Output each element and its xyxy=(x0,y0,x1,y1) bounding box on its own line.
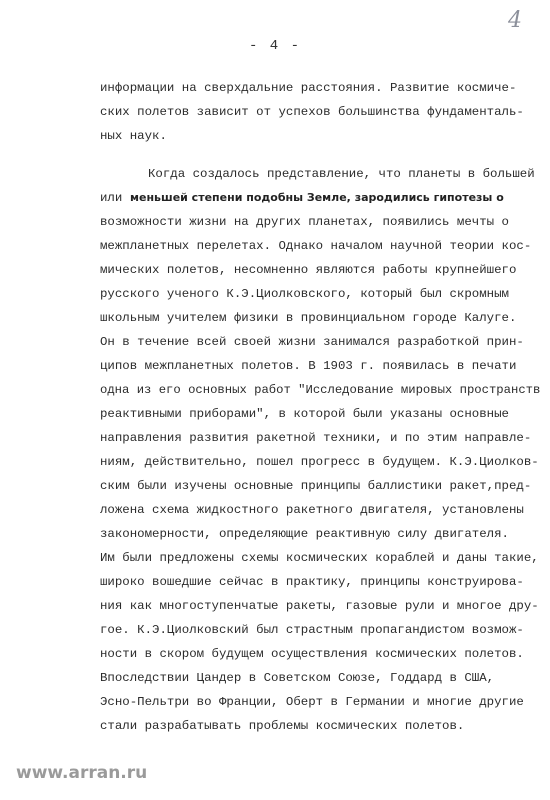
text-line xyxy=(130,190,504,206)
text-line: Эсно-Пельтри во Франции, Оберт в Германии и многие другие xyxy=(100,695,524,709)
text-line: Впоследствии Цандер в Советском Союзе, Годдард в США, xyxy=(100,671,495,685)
text-line: ных наук. xyxy=(100,129,167,143)
text-line: одна из его основных работ "Исследование мировых пространств xyxy=(100,383,541,397)
text-line: закономерности, определяющие реактивную силу двигателя. xyxy=(100,527,509,541)
text-line: стали разрабатывать проблемы космических полетов. xyxy=(100,719,465,733)
text-line: широко вошедшие сейчас в практику, принципы конструирова- xyxy=(100,575,524,589)
text-line: ности в скором будущем осуществления космических полетов. xyxy=(100,647,524,661)
text-line: ским были изучены основные принципы баллистики ракет,пред- xyxy=(100,479,532,493)
text-line: гое. К.Э.Циолковский был страстным пропагандистом возмож- xyxy=(100,623,524,637)
text-line: информации на сверхдальние расстояния. Развитие космиче- xyxy=(100,81,517,95)
text-line: или xyxy=(100,191,123,205)
text-line: ложена схема жидкостного ракетного двигателя, установлены xyxy=(100,503,524,517)
text-line: реактивными приборами", в которой были указаны основные xyxy=(100,407,509,421)
text-line: мических полетов, несомненно являются работы крупнейшего xyxy=(100,263,517,277)
text-line: ских полетов зависит от успехов большинства фундаменталь- xyxy=(100,105,524,119)
text-line: ния как многоступенчатые ракеты, газовые рули и многое дру- xyxy=(100,599,539,613)
text-line: ниям, действительно, пошел прогресс в будущем. К.Э.Циолков- xyxy=(100,455,539,469)
text-line: Он в течение всей своей жизни занимался разработкой прин- xyxy=(100,335,524,349)
watermark: www.arran.ru xyxy=(16,763,148,783)
text-line: Когда создалось представление, что планеты в большей xyxy=(148,167,535,181)
page-number: - 4 - xyxy=(248,38,301,54)
text-line: ципов межпланетных полетов. В 1903 г. появилась в печати xyxy=(100,359,517,373)
text-line: школьным учителем физики в провинциальном городе Калуге. xyxy=(100,311,517,325)
handwritten-page-mark: 4 xyxy=(508,8,522,33)
text-line: русского ученого К.Э.Циолковского, который был скромным xyxy=(100,287,509,301)
text-line: направления развития ракетной техники, и по этим направле- xyxy=(100,431,532,445)
text-line: межпланетных перелетах. Однако началом научной теории кос- xyxy=(100,239,532,253)
text-line: Им были предложены схемы космических кораблей и даны такие, xyxy=(100,551,539,565)
handwritten-insertion: меньшей степени подобны Земле, зародились гипотезы о xyxy=(130,191,504,204)
text-line: возможности жизни на других планетах, появились мечты о xyxy=(100,215,509,229)
